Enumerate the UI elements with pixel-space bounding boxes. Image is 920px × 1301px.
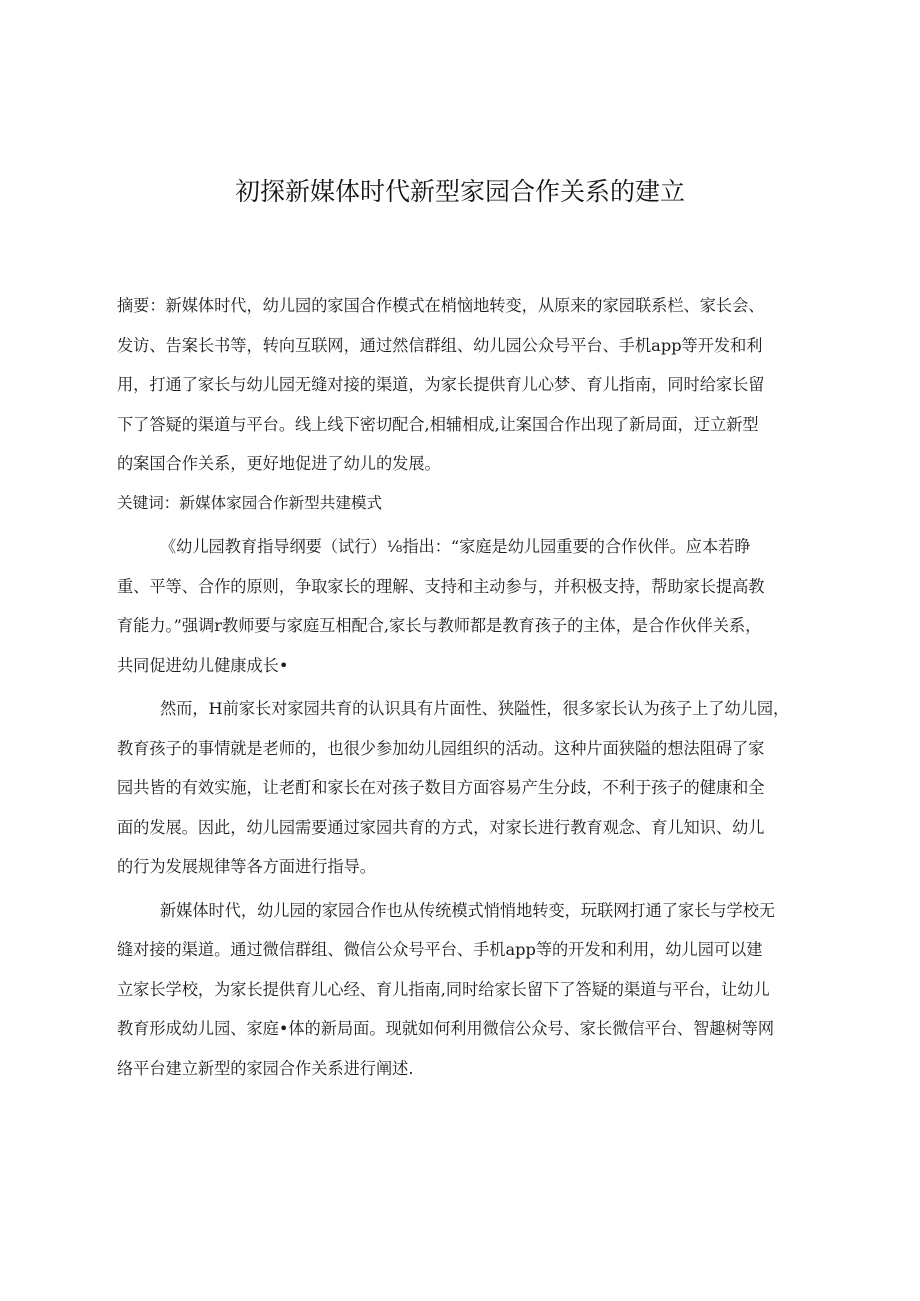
body-paragraph-3 [117,891,807,1089]
paragraph-line: 新媒体时代，幼儿园的家园合作也从传统模式悄悄地转变，玩联网打通了家长与学校无 [160,900,776,920]
paragraph-line: 育能力。”强调r教师要与家庭互相配合,家长与教师都是教育孩子的主体，是合作伙伴关系， [117,616,762,635]
abstract-line: 发访、告案长书等，转向互联网，通过然信群组、幼儿园公众号平台、手机app等开发和利 [117,335,763,355]
document-body [117,286,807,1088]
keywords-line: 关键词：新媒体家园合作新型共建模式 [117,493,383,512]
paragraph-line: 面的发展。因此，幼儿园需要通过家园共育的方式，对家长进行教育观念、育儿知识、幼儿 [117,817,765,837]
paragraph-line: 重、平等、合作的原则，争取家长的理解、支持和主动参与，并积极支持，帮助家长提高教 [117,576,765,596]
paragraph-line: 立家长学校，为家长提供育儿心经、育儿指南,同时给家长留下了答疑的渠道与平台，让幼儿 [117,979,770,999]
document-title: 初探新媒体时代新型家园合作关系的建立 [234,177,685,206]
paragraph-line: 的行为发展规律等各方面进行指导。 [117,857,376,876]
body-paragraph-2 [117,689,807,887]
abstract-paragraph [117,286,807,484]
abstract-line: 的案国合作关系，更好地促进了幼儿的发展。 [117,454,441,473]
paragraph-line: 络平台建立新型的家园合作关系进行阐述. [117,1058,414,1078]
abstract-line: 用，打通了家长与幼儿园无缝对接的渠道，为家长提供育儿心梦、育儿指南，同时给家长留 [117,375,765,394]
paragraph-line: 教育形成幼儿园、家庭•体的新局面。现就如何利用微信公众号、家长微信平台、智趣树等网 [117,1019,775,1038]
body-paragraph-1 [117,527,807,685]
abstract-line: 摘要：新媒体时代，幼儿园的家国合作模式在梢恼地转变，从原来的家园联系栏、家长会、 [117,296,765,315]
paragraph-line: 《幼儿园教育指导纲要（试行）⅛指出：“家庭是幼儿园重要的合作伙伴。应本若睁 [160,537,751,556]
paragraph-line: 然而，H前家长对家园共育的认识具有片面性、狭隘性，很多家长认为孩子上了幼儿园， [160,699,790,718]
paragraph-line: 缝对接的渠道。通过微信群组、微信公众号平台、手机app等的开发和利用，幼儿园可以建 [117,940,763,959]
paragraph-line: 教育孩子的事情就是老师的，也很少参加幼儿园组织的活动。这种片面狭隘的想法阻碍了家 [117,738,765,758]
paragraph-line: 共同促进幼儿健康成长• [117,655,289,675]
paragraph-line: 园共皆的有效实施，让老酊和家长在对孩子数目方面容易产生分歧，不利于孩子的健康和全 [117,778,765,797]
abstract-line: 下了答疑的渠道与平台。线上线下密切配合,相辅相成,让案国合作出现了新局面，迂立新型 [117,414,759,434]
